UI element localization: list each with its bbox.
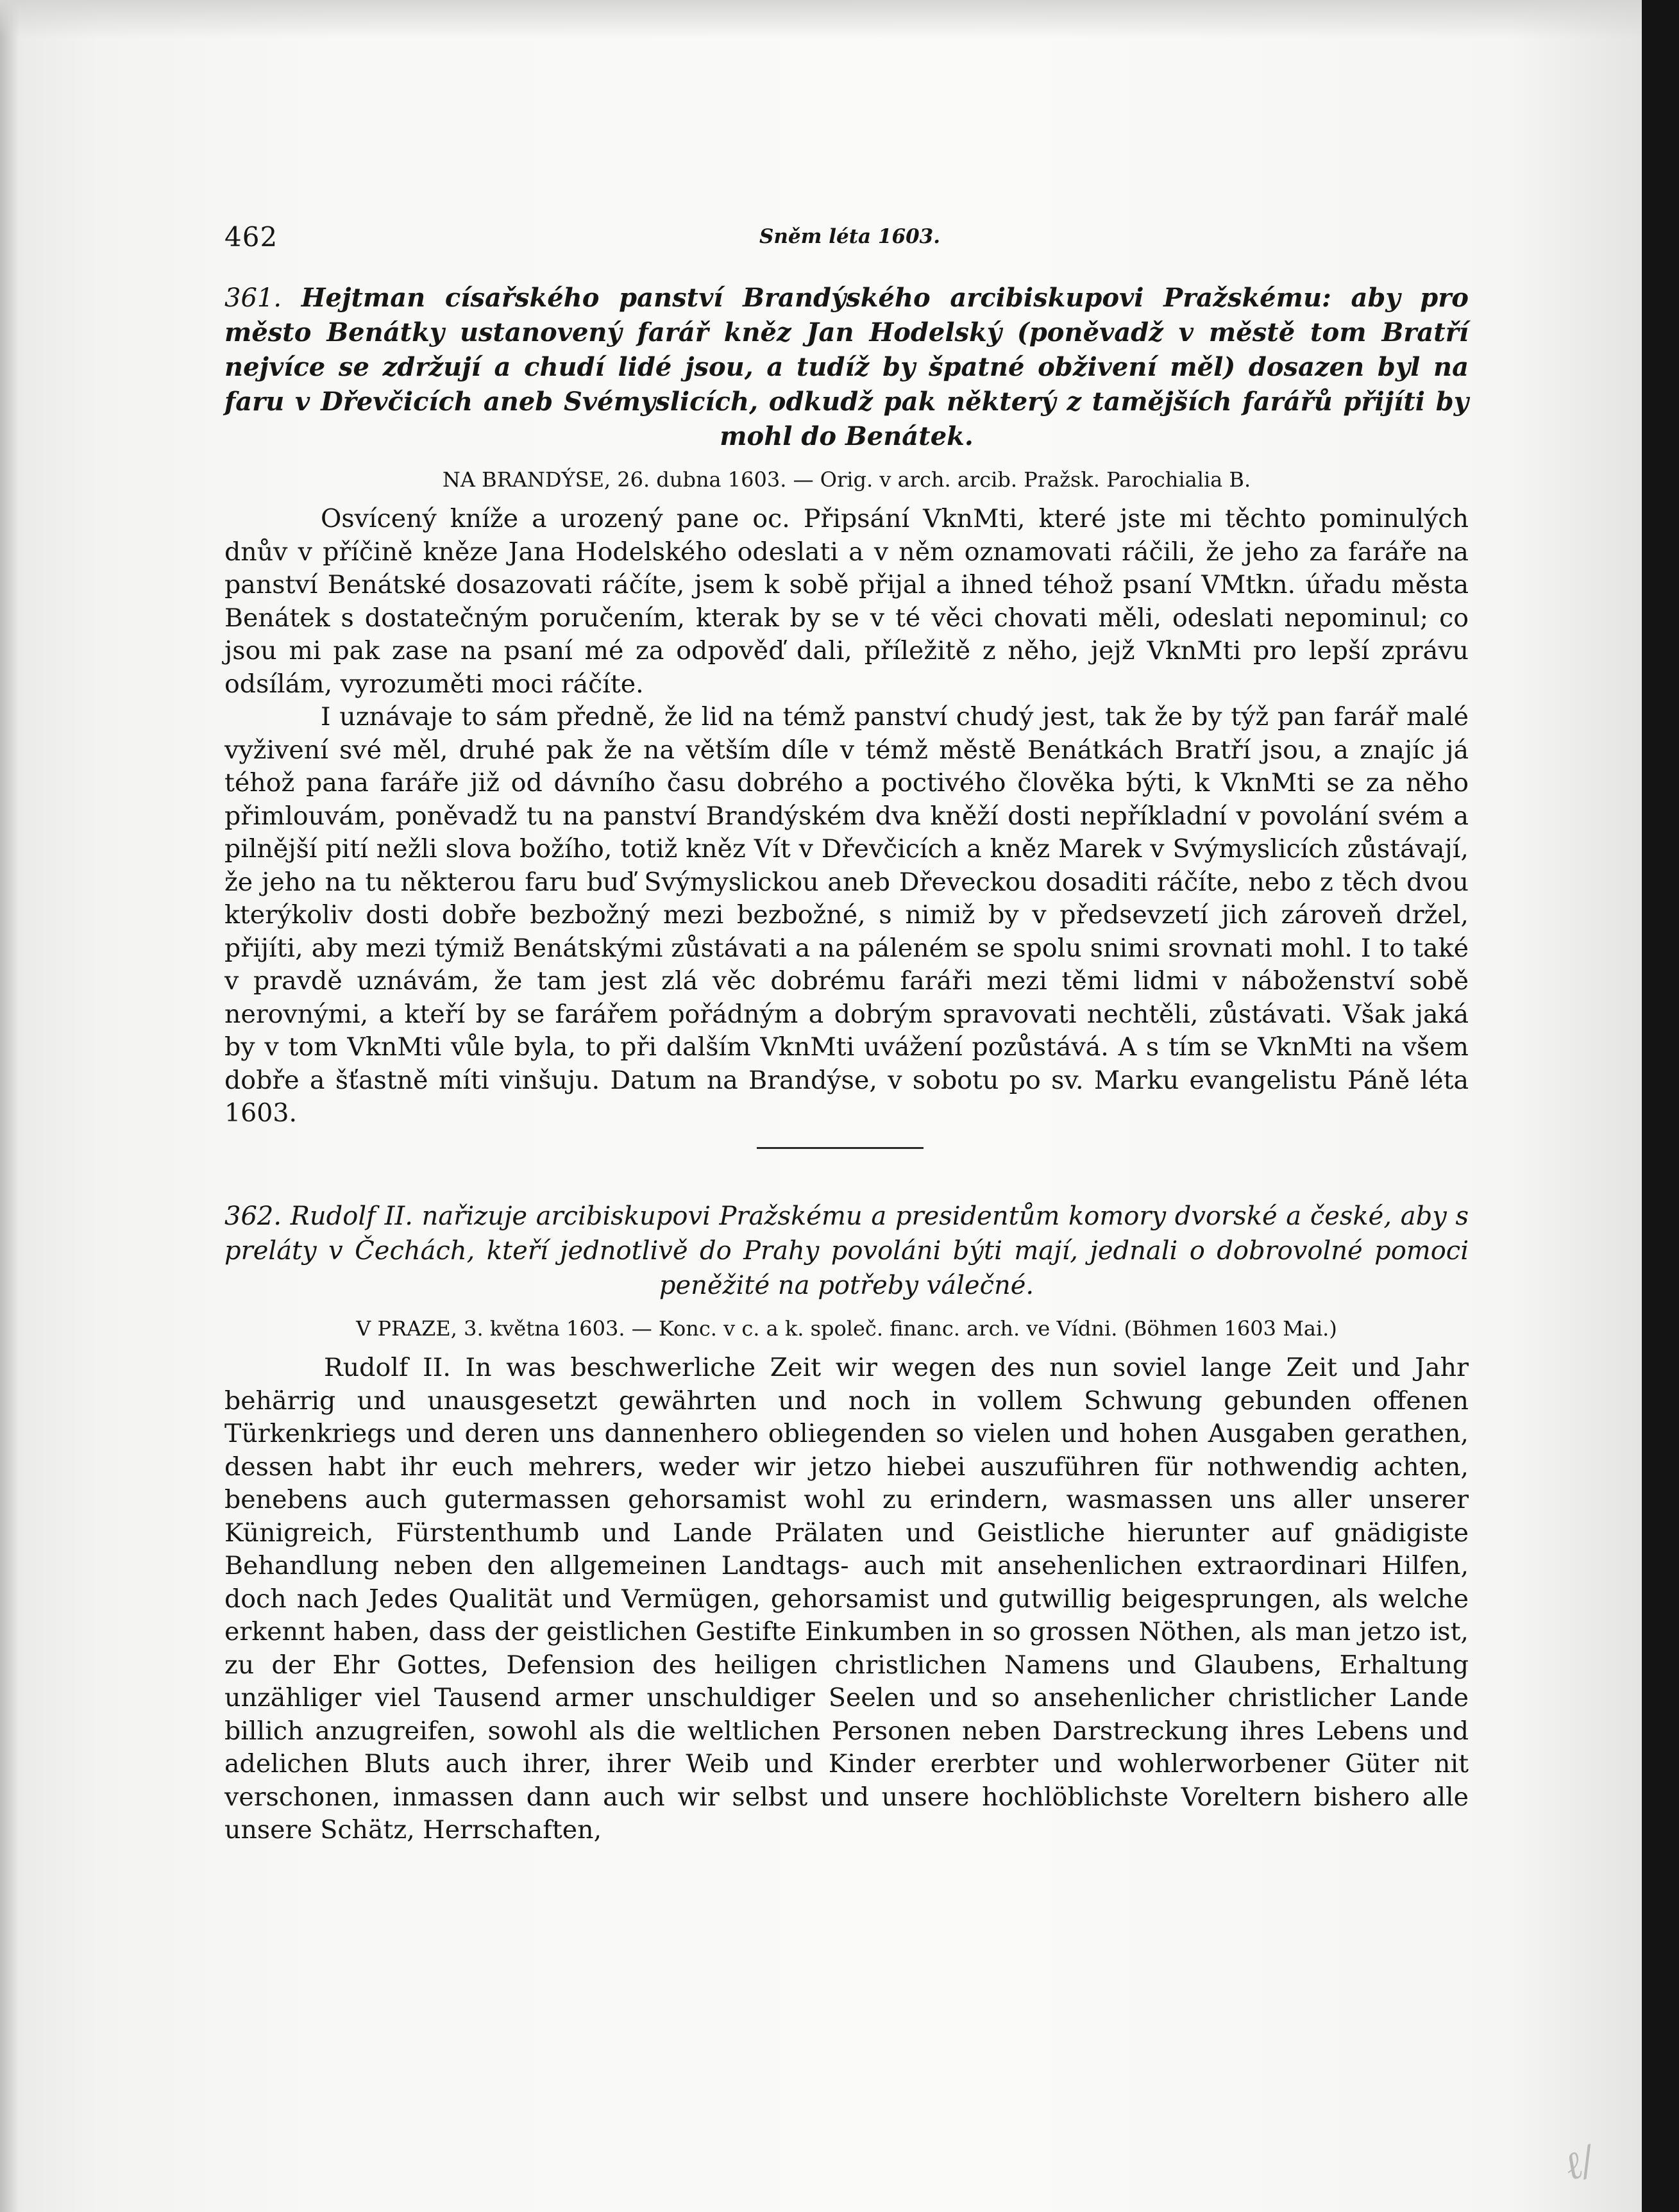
entry-362-heading [224, 1199, 1469, 1303]
entry-362-heading-text: Rudolf II. nařizuje arcibiskupovi Pražskému a presidentům komory dvorské a české, aby s preláty v Čechách, kteří jednotlivě do Prahy povoláni býti mají, jednali o dobrovolné pomoci peněžité na potřeby válečné. [224, 1202, 1469, 1300]
entry-361-heading [224, 281, 1469, 454]
section-separator [757, 1147, 924, 1149]
entry-361 [224, 281, 1469, 1130]
scan-shadow-top [0, 0, 1642, 38]
entry-361-heading-text: Hejtman císařského panství Brandýského arcibiskupovi Pražskému: aby pro město Benátky ustanovený farář kněz Jan Hodelský (poněvadž v městě tom Bratří nejvíce se zdržují a chudí lidé jsou, a tudíž by špatné obživení měl) dosazen byl na faru v Dřevčicích aneb Svémyslicích, odkudž pak některý z tamějších farářů přijíti by mohl do Benátek. [224, 283, 1469, 451]
running-head [224, 221, 1475, 253]
entry-361-source: NA BRANDÝSE, 26. dubna 1603. — Orig. v arch. arcib. Pražsk. Parochialia B. [442, 467, 1251, 492]
entry-362-paragraph-1: Rudolf II. In was beschwerliche Zeit wir wegen des nun soviel lange Zeit und Jahr behärrig und unausgesetzt gewährten und noch in vollem Schwung gebunden offenen Türkenkriegs und deren uns dannenhero obliegenden so vielen und hohen Ausgaben gerathen, dessen habt ihr euch mehrers, weder wir jetzo hiebei auszuführen für nothwendig achten, benebens auch gutermassen gehorsamist wohl zu erindern, wasmassen uns aller unserer Künigreich, Fürstenthumb und Lande Prälaten und Geistliche hierunter auf gnädigiste Behandlung neben den allgemeinen Landtags- auch mit ansehenlichen extraordinari Hilfen, doch nach Jedes Qualität und Vermügen, gehorsamist und gutwillig beigesprungen, als welche erkennt haben, dass der geistlichen Gestifte Einkumben in so grossen Nöthen, als man jetzo ist, zu der Ehr Gottes, Defension des heiligen christlichen Namens und Glaubens, Erhaltung unzähliger viel Tausend armer unschuldiger Seelen und so ansehenlicher christlicher Lande billich anzugreifen, sowohl als die weltlichen Personen neben Darstreckung ihres Lebens und adelichen Bluts auch ihrer, ihrer Weib und Kinder ererbter und wohlerworbener Güter nit verschonen, inmassen dann auch wir selbst und unsere hochlöblichste Voreltern bishero alle unsere Schätz, Herrschaften, [224, 1353, 1469, 1845]
entry-361-paragraph-1: Osvícený kníže a urozený pane oc. Připsání VknMti, které jste mi těchto pominulých dnův v příčině kněze Jana Hodelského odeslati a v něm oznamovati ráčili, že jeho za faráře na panství Benátské dosazovati ráčíte, jsem k sobě přijal a ihned téhož psaní VMtkn. úřadu města Benátek s dostatečným poručením, kterak by se v té věci chovati měli, odeslati nepominul; co jsou mi pak zase na psaní mé za odpověď dali, příležitě z něho, jejž VknMti pro lepší zprávu odsílám, vyrozuměti moci ráčíte. [224, 504, 1469, 699]
page-number: 462 [224, 221, 278, 253]
entry-362-number: 362. [224, 1202, 282, 1231]
scan-shadow-left [0, 0, 19, 2212]
entry-361-paragraph-2: I uznávaje to sám předně, že lid na témž panství chudý jest, tak že by týž pan farář malé vyživení své měl, druhé pak že na větším díle v témž městě Benátkách Bratří jsou, a znajíc já téhož pana faráře již od dávního času dobrého a poctivého člověka býti, k VknMti se za něho přimlouvám, poněvadž tu na panství Brandýském dva kněží dosti nepříkladní v povolání svém a pilnější pití nežli slova božího, totiž kněz Vít v Dřevčicích a kněz Marek v Svýmyslicích zůstávají, že jeho na tu některou faru buď Svýmyslickou aneb Dřeveckou dosaditi ráčíte, nebo z těch dvou kterýkoliv dosti dobře bezbožný mezi bezbožné, s nimiž by v předsevzetí jich zároveň držel, přijíti, aby mezi týmiž Benátskými zůstávati a na páleném se spolu snimi srovnati mohl. I to také v pravdě uznávám, že tam jest zlá věc dobrému faráři mezi těmi lidmi v náboženství sobě nerovnými, a kteří by se farářem pořádným a dobrým spravovati nechtěli, zůstávati. Však jaká by v tom VknMti vůle byla, to při dalším VknMti uvážení pozůstává. A s tím se VknMti na všem dobře a šťastně míti vinšuju. Datum na Brandýse, v sobotu po sv. Marku evangelistu Páně léta 1603. [224, 702, 1469, 1128]
entry-362 [224, 1199, 1469, 1847]
entry-362-source: V PRAZE, 3. května 1603. — Konc. v c. a k. společ. financ. arch. ve Vídni. (Böhmen 1603 Mai.) [356, 1316, 1337, 1341]
running-title: Sněm léta 1603. [759, 225, 940, 248]
entry-361-number: 361. [224, 283, 282, 313]
scan-border [1642, 0, 1679, 2212]
margin-pencil-mark: ℓ/ [1558, 2138, 1601, 2190]
